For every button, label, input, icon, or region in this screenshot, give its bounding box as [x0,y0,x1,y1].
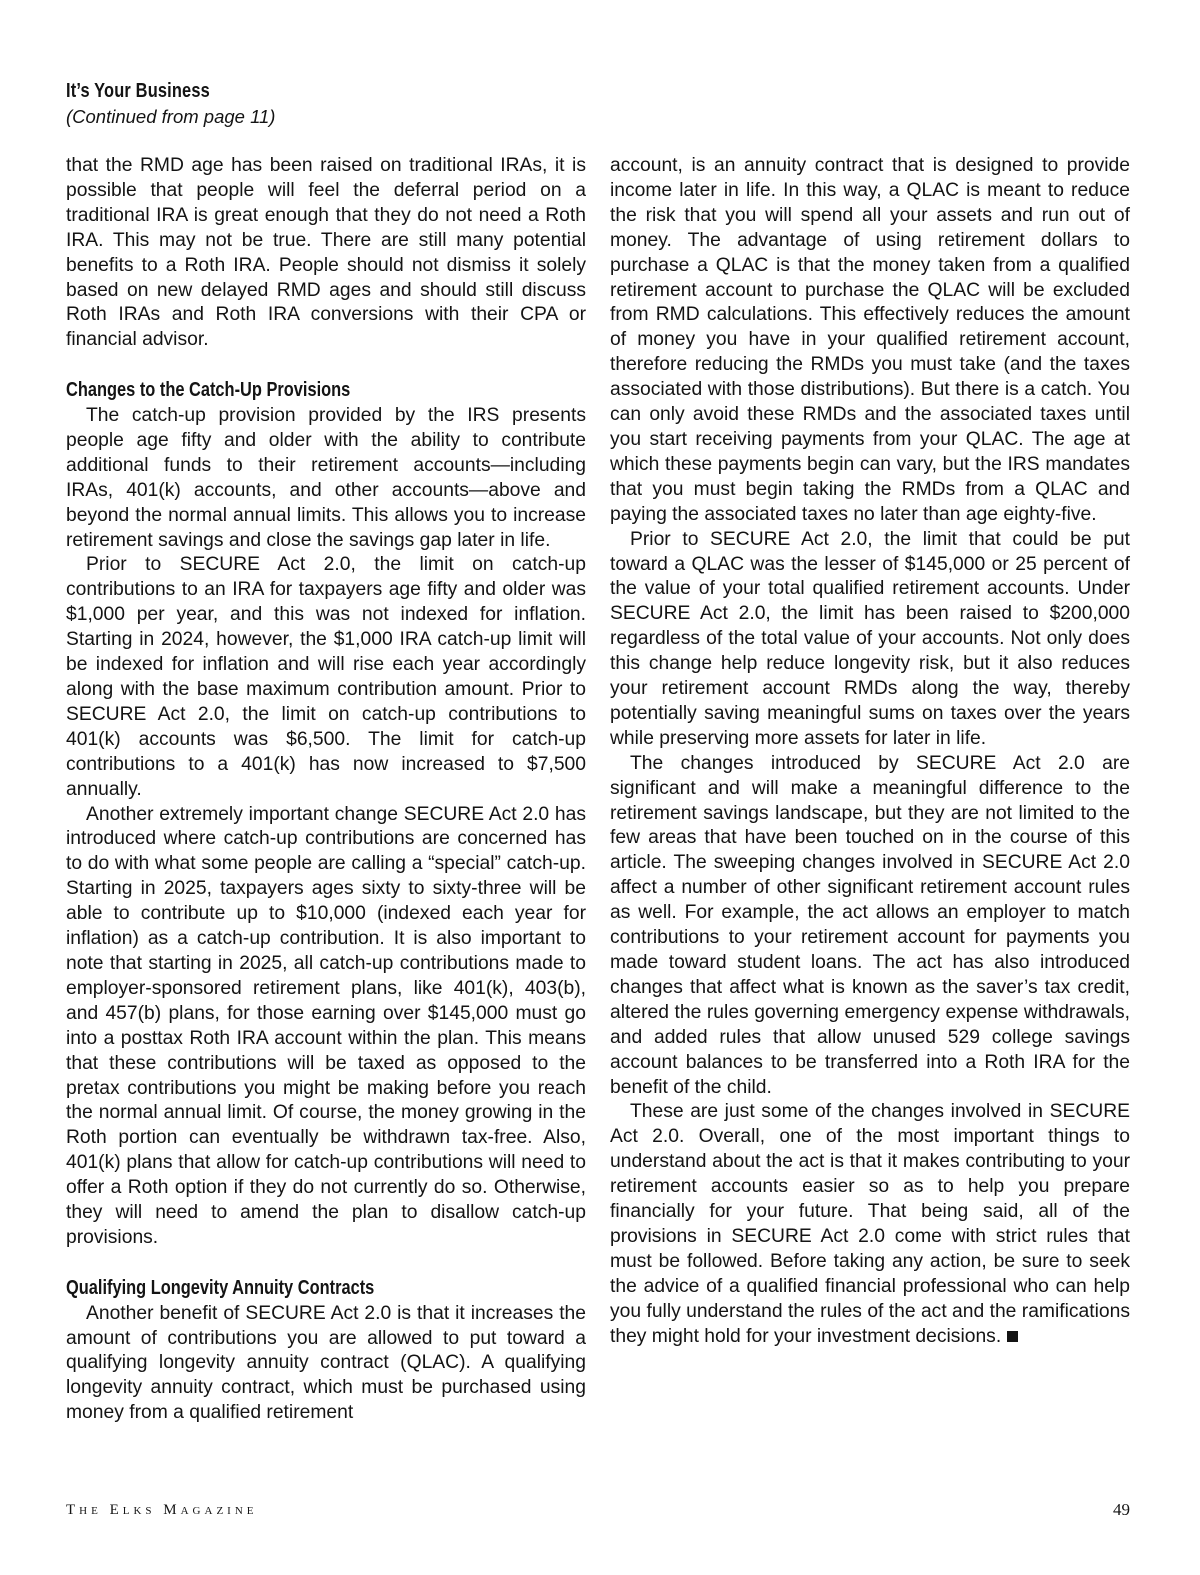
paragraph: Another extremely important change SECURE Act 2.0 has introduced where catch-up contributions are concerned has to do with what some people are calling a “special” catch-up. Starting in 2025, taxpayers ages sixty to sixty-three will be able to contribute up to $10,000 (indexed each year for inflation) as a catch-up contribution. It is also important to note that starting in 2025, all catch-up contributions made to employer-sponsored retirement plans, like 401(k), 403(b), and 457(b) plans, for those earning over $145,000 must go into a posttax Roth IRA account within the plan. This means that these contributions will be taxed as opposed to the pretax contributions you might be making before you reach the normal annual limit. Of course, the money growing in the Roth portion can eventually be withdrawn tax-free. Also, 401(k) plans that allow for catch-up contributions will need to offer a Roth option if they do not currently do so. Otherwise, they will need to amend the plan to disallow catch-up provisions. [66,803,586,1248]
page-number: 49 [1113,1500,1130,1519]
magazine-name: The Elks Magazine [66,1502,258,1518]
section-title: It’s Your Business [66,80,210,102]
paragraph: The changes introduced by SECURE Act 2.0 are significant and will make a meaningful difference to the retirement savings landscape, but they are not limited to the few areas that have been touched on in the course of this article. The sweeping changes involved in SECURE Act 2.0 affect a number of other significant retirement account rules as well. For example, the act allows an employer to match contributions to your retirement account for payments you made toward student loans. The act has also introduced changes that affect what is known as the saver’s tax credit, altered the rules governing emergency expense withdrawals, and added rules that allow unused 529 college savings account balances to be transferred into a Roth IRA for the benefit of the child. [610,752,1130,1098]
left-column [66,154,586,1426]
paragraph-text: These are just some of the changes involved in SECURE Act 2.0. Overall, one of the most important things to understand about the act is that it makes contributing to your retirement accounts easier so as to help you prepare financially for your future. That being said, all of the provisions in SECURE Act 2.0 come with strict rules that must be followed. Before taking any action, be sure to seek the advice of a qualified financial professional who can help you fully understand the rules of the act and the ramifications they might hold for your investment decisions. [610,1101,1130,1347]
paragraph: that the RMD age has been raised on traditional IRAs, it is possible that people will feel the deferral period on a traditional IRA is great enough that they do not need a Roth IRA. This may not be true. There are still many potential benefits to a Roth IRA. People should not dismiss it solely based on new delayed RMD ages and should still discuss Roth IRAs and Roth IRA conversions with their CPA or financial advisor. [66,155,586,351]
right-column [610,154,1130,1350]
end-mark-icon [1007,1331,1018,1342]
paragraph: Prior to SECURE Act 2.0, the limit that could be put toward a QLAC was the lesser of $145,000 or 25 percent of the value of your total qualified retirement accounts. Under SECURE Act 2.0, the limit has been raised to $200,000 regardless of the total value of your accounts. Not only does this change help reduce longevity risk, but it also reduces your retirement account RMDs along the way, thereby potentially saving meaningful sums on taxes over the years while preserving more assets for later in life. [610,528,1130,749]
paragraph-final [610,1100,1130,1349]
subheading-qlac: Qualifying Longevity Annuity Contracts [66,1276,375,1299]
paragraph: The catch-up provision provided by the IRS presents people age fifty and older with the ability to contribute additional funds to their retirement accounts—including IRAs, 401(k) accounts, and other accounts—above and beyond the normal annual limits. This allows you to increase retirement savings and close the savings gap later in life. [66,405,586,551]
continued-note: (Continued from page 11) [66,106,276,127]
subheading-catch-up: Changes to the Catch-Up Provisions [66,379,351,402]
paragraph: account, is an annuity contract that is designed to provide income later in life. In this way, a QLAC is meant to reduce the risk that you will spend all your assets and run out of money. The advantage of using retirement dollars to purchase a QLAC is that the money taken from a qualified retirement account to purchase the QLAC will be excluded from RMD calculations. This effectively reduces the amount of money you have in your qualified retirement account, therefore reducing the RMDs you must take (and the taxes associated with those distributions). But there is a catch. You can only avoid these RMDs and the associated taxes until you start receiving payments from your QLAC. The age at which these payments begin can vary, but the IRS mandates that you must begin taking the RMDs from a QLAC and paying the associated taxes no later than age eighty-five. [610,155,1130,525]
paragraph: Prior to SECURE Act 2.0, the limit on catch-up contributions to an IRA for taxpayers age fifty and older was $1,000 per year, and this was not indexed for inflation. Starting in 2024, however, the $1,000 IRA catch-up limit will be indexed for inflation and will rise each year accordingly along with the base maximum contribution amount. Prior to SECURE Act 2.0, the limit on catch-up contributions to 401(k) accounts was $6,500. The limit for catch-up contributions to a 401(k) has now increased to $7,500 annually. [66,554,586,800]
paragraph: Another benefit of SECURE Act 2.0 is that it increases the amount of contributions you are allowed to put toward a qualifying longevity annuity contract (QLAC). A qualifying longevity annuity contract, which must be purchased using money from a qualified retirement [66,1302,586,1424]
